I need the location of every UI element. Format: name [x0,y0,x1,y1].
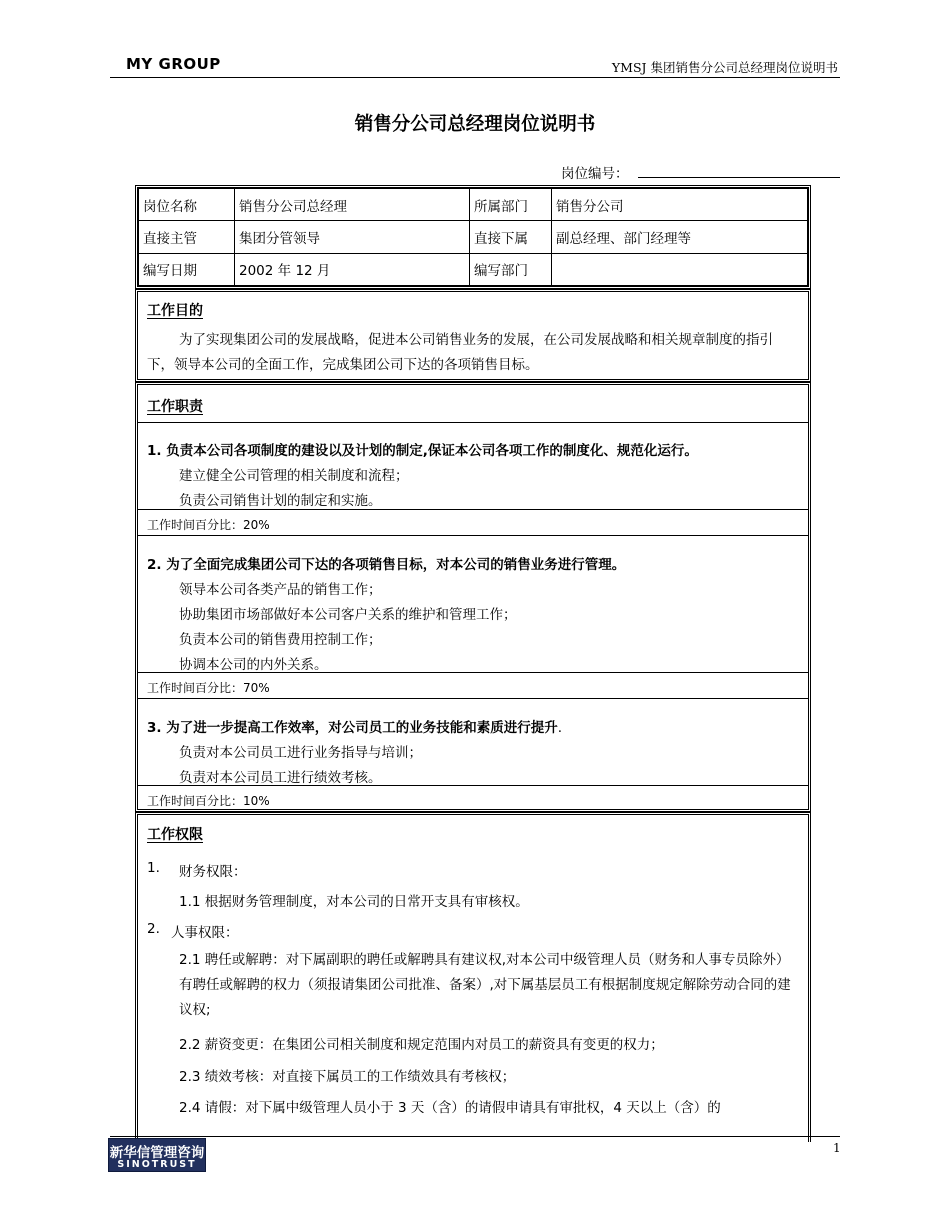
list-item-text: 负责本公司的销售费用控制工作； [179,632,382,648]
page-title: 销售分公司总经理岗位说明书 [354,114,596,135]
divider [138,698,808,699]
authority-2-4: 2.4 请假：对下属中级管理人员小于 3 天（含）的请假申请具有审批权，4 天以上（含）的 [179,1100,721,1116]
list-item-text: 负责对本公司员工进行业务指导与培训； [179,745,422,761]
authority-2-3: 2.3 绩效考核：对直接下属员工的工作绩效具有考核权； [179,1069,516,1085]
sinotrust-logo [108,1138,206,1172]
table-row [139,221,808,253]
authority-2-number: 2. [147,921,160,937]
duties-section [135,382,811,812]
basic-info-table [135,185,811,289]
time-percent: 工作时间百分比：20% [147,518,270,532]
cell-value: 销售分公司总经理 [235,189,470,221]
authority-2-label: 人事权限： [171,925,239,941]
logo-en-text: SINOTRUST [117,1159,197,1170]
duties-heading: 工作职责 [147,399,203,415]
cell-label: 编写部门 [470,253,552,285]
authority-1-label: 财务权限： [179,864,247,880]
page-number: 1 [833,1141,841,1155]
post-number-blank [638,177,840,178]
time-percent: 工作时间百分比：10% [147,794,270,808]
authority-2-2: 2.2 薪资变更：在集团公司相关制度和规定范围内对员工的薪资具有变更的权力； [179,1037,664,1053]
cell-value: 副总经理、部门经理等 [552,221,808,253]
authority-heading: 工作权限 [147,827,203,843]
duty-title-text: 1. 负责本公司各项制度的建设以及计划的制定,保证本公司各项工作的制度化、规范化运行。 [147,443,698,459]
header-rule [110,77,840,78]
cell-label: 所属部门 [470,189,552,221]
table-row [139,189,808,221]
purpose-section [135,289,811,382]
document-name: YMSJ 集团销售分公司总经理岗位说明书 [611,60,838,75]
table-row [139,253,808,285]
time-percent: 工作时间百分比：70% [147,681,270,695]
footer-rule [110,1136,840,1137]
cell-label: 编写日期 [139,253,235,285]
duty-title-text: 3. 为了进一步提高工作效率，对公司员工的业务技能和素质进行提升 [147,720,558,736]
divider [138,509,808,510]
divider [138,785,808,786]
purpose-heading: 工作目的 [147,303,203,319]
list-item-text: 负责公司销售计划的制定和实施。 [179,493,382,509]
authority-2-1: 2.1 聘任或解聘：对下属副职的聘任或解聘具有建议权,对本公司中级管理人员（财务和人事专员除外）有聘任或解聘的权力（须报请集团公司批准、备案）,对下属基层员工有根据制度规定解除劳动合同的建议权; [179,952,791,1018]
list-item-text: 协助集团市场部做好本公司客户关系的维护和管理工作； [179,607,517,623]
divider [138,422,808,423]
purpose-text: 为了实现集团公司的发展战略，促进本公司销售业务的发展，在公司发展战略和相关规章制度的指引下，领导本公司的全面工作，完成集团公司下达的各项销售目标。 [147,332,773,373]
authority-1-1: 1.1 根据财务管理制度，对本公司的日常开支具有审核权。 [179,894,529,910]
list-item-text: 领导本公司各类产品的销售工作； [179,582,382,598]
cell-value [552,253,808,285]
list-item-text: 协调本公司的内外关系。 [179,657,328,673]
divider [138,672,808,673]
duty-title-text: 2. 为了全面完成集团公司下达的各项销售目标，对本公司的销售业务进行管理。 [147,557,626,573]
cell-value: 集团分管领导 [235,221,470,253]
cell-label: 直接下属 [470,221,552,253]
cell-value: 2002 年 12 月 [235,253,470,285]
list-item-text: 负责对本公司员工进行绩效考核。 [179,770,382,786]
authority-section [135,812,811,1142]
list-item-text: 建立健全公司管理的相关制度和流程； [179,468,409,484]
duty-title-end: . [557,720,563,736]
authority-1-number: 1. [147,860,160,876]
post-number-label: 岗位编号： [561,166,629,182]
cell-label: 岗位名称 [139,189,235,221]
divider [138,535,808,536]
cell-value: 销售分公司 [552,189,808,221]
logo-cn-text: 新华信管理咨询 [109,1145,205,1161]
cell-label: 直接主管 [139,221,235,253]
company-name: MY GROUP [126,55,221,73]
